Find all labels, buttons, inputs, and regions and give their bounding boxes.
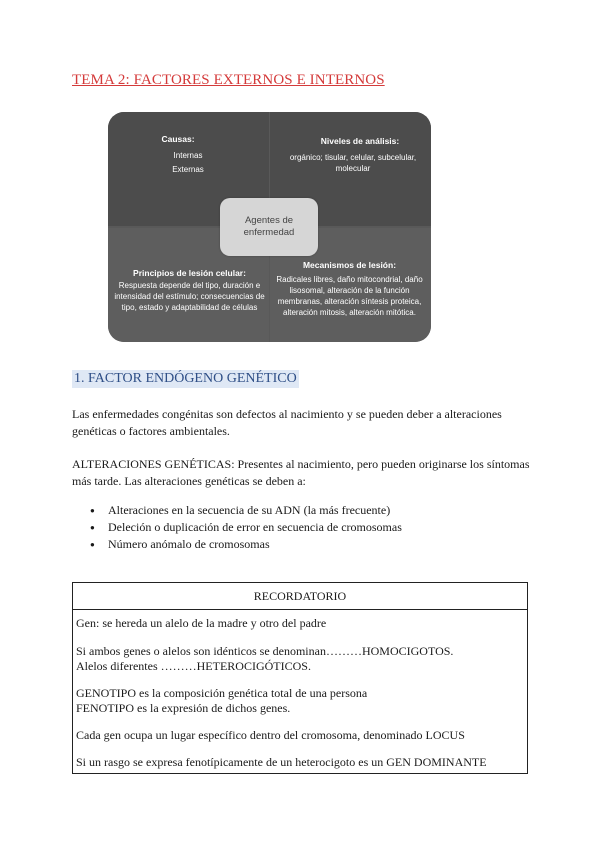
paragraph-genetic-alterations: ALTERACIONES GENÉTICAS: Presentes al nacimiento, pero pueden originarse los síntomas más tarde. Las alteraciones genéticas se deben a: [72, 457, 530, 488]
list-item: ● Número anómalo de cromosomas [90, 536, 402, 553]
causes-item-internal: Internas [173, 151, 203, 160]
causes-heading: Causas: [161, 134, 195, 144]
principles-body: Respuesta depende del tipo, duración e intensidad del estímulo; consecuencias de tipo, estado y adaptabilidad de células [114, 281, 265, 312]
reminder-line: Cada gen ocupa un lugar específico dentro del cromosoma, denominado LOCUS [76, 728, 465, 742]
principles-heading: Principios de lesión celular: [133, 268, 246, 278]
reminder-box [72, 582, 528, 774]
reminder-line: GENOTIPO es la composición genética total de una persona [76, 686, 368, 700]
mechanisms-heading: Mecanismos de lesión: [302, 260, 397, 270]
list-item: ● Alteraciones en la secuencia de su ADN (la más frecuente) [90, 502, 402, 519]
center-node [220, 198, 318, 256]
reminder-heading: RECORDATORIO [73, 583, 527, 610]
reminder-line: Si un rasgo se expresa fenotípicamente de un heterocigoto es un GEN DOMINANTE [76, 755, 487, 769]
disease-agents-diagram [108, 112, 431, 342]
list-item: ● Deleción o duplicación de error en secuencia de cromosomas [90, 519, 402, 536]
causes-item-external: Externas [172, 165, 204, 174]
reminder-line: Gen: se hereda un alelo de la madre y otro del padre [76, 616, 327, 630]
reminder-line: Alelos diferentes ………HETEROCIGÓTICOS. [76, 659, 311, 673]
center-node-label: Agentes de enfermedad [243, 215, 295, 238]
mechanisms-body: Radicales libres, daño mitocondrial, daño lisosomal, alteración de la función membranas, alteración síntesis proteica, alteración mitosis, alteración mitótica. [276, 275, 423, 317]
levels-body: orgánico; tisular, celular, subcelular, molecular [289, 153, 417, 173]
reminder-line: Si ambos genes o alelos son idénticos se denominan………HOMOCIGOTOS. [76, 644, 454, 658]
paragraph-congenital: Las enfermedades congénitas son defectos al nacimiento y se pueden deber a alteraciones genéticas o factores ambientales. [72, 407, 502, 438]
alterations-list [90, 502, 402, 553]
section-heading: 1. FACTOR ENDÓGENO GENÉTICO [74, 371, 297, 386]
reminder-line: FENOTIPO es la expresión de dichos genes. [76, 701, 291, 715]
page-title: TEMA 2: FACTORES EXTERNOS E INTERNOS [72, 72, 385, 88]
levels-heading: Niveles de análisis: [320, 136, 400, 146]
